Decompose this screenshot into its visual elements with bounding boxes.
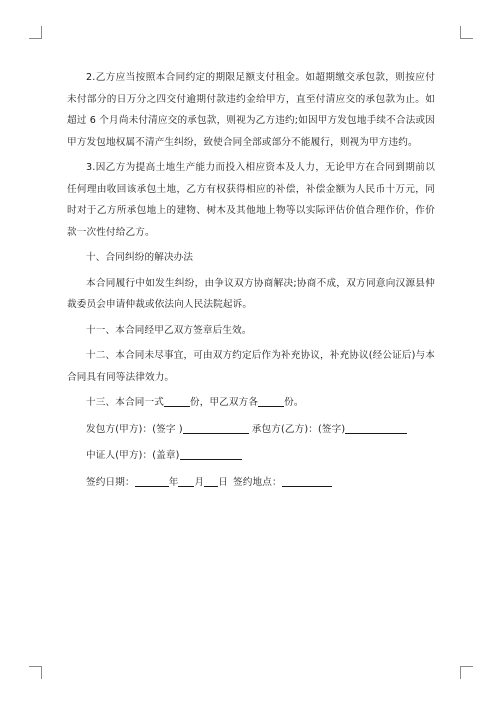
paragraph-supplement: 十二、本合同未尽事宜，可由双方约定后作为补充协议，补充协议(经公证后)与本合同具有同等法律效力。 [67,350,435,383]
crop-mark-bottom-right [460,666,473,679]
party-b-label: 承包方(乙方)：(签字) [251,423,346,435]
clause-copies-text-b: 份，甲乙双方各 [189,397,259,408]
paragraph-rent-payment: 2.乙方应当按照本合同约定的期限足额支付租金。如超期缴交承包款，则按应付未付部分的日万分之四交付逾期付款违约金给甲方，直至付清应交的承包款为止。如超过 6 个月尚未付清应交的承包款，则视为乙方违约;如因甲方发包地手续不合法或因甲方发包地权属不清产生纠纷，致使合同全部或部分不能履行，则视为甲方违约。 [67,72,435,148]
crop-mark-bottom-left [29,666,42,679]
document-page [67,67,435,498]
clause-copies-text-a: 十三、本合同一式 [86,397,164,408]
date-place-line [67,472,435,494]
copies-each-blank [258,394,284,407]
witness-label: 中证人(甲方)：(盖章) [86,450,180,461]
day-label: 日 [218,476,228,488]
place-blank [282,474,332,487]
clause-copies [67,392,435,414]
paragraph-compensation: 3.因乙方为提高土地生产能力而投入相应资本及人力，无论甲方在合同到期前以任何理由收回该承包土地，乙方有权获得相应的补偿，补偿金额为人民币十万元，同时对于乙方所承包地上的建物、树木及其他地上物等以实际评估价值合理作价，作价款一次性付给乙方。 [67,162,435,238]
section-heading-dispute: 十、合同纠纷的解决办法 [86,252,194,263]
signature-parties-line [67,419,435,441]
party-a-label: 发包方(甲方)：(签字 ) [86,423,183,435]
party-b-signature-blank [345,421,407,434]
day-blank [204,474,218,487]
crop-mark-top-left [29,26,42,39]
witness-line [67,445,435,467]
place-label: 签约地点： [232,476,282,488]
crop-mark-top-right [460,26,473,39]
month-label: 月 [194,476,205,488]
copies-total-blank [164,394,190,407]
year-label: 年 [168,476,179,488]
clause-copies-text-c: 份。 [284,397,304,408]
paragraph-effective: 十一、本合同经甲乙双方签章后生效。 [86,324,252,336]
paragraph-dispute-resolution: 本合同履行中如发生纠纷，由争议双方协商解决;协商不成，双方同意向汉源县仲裁委员会申请仲裁或依法向人民法院起诉。 [67,277,435,310]
month-blank [178,474,194,487]
witness-seal-blank [180,447,242,460]
party-a-signature-blank [183,421,249,434]
date-label: 签约日期： [86,476,135,488]
year-blank [135,474,169,487]
